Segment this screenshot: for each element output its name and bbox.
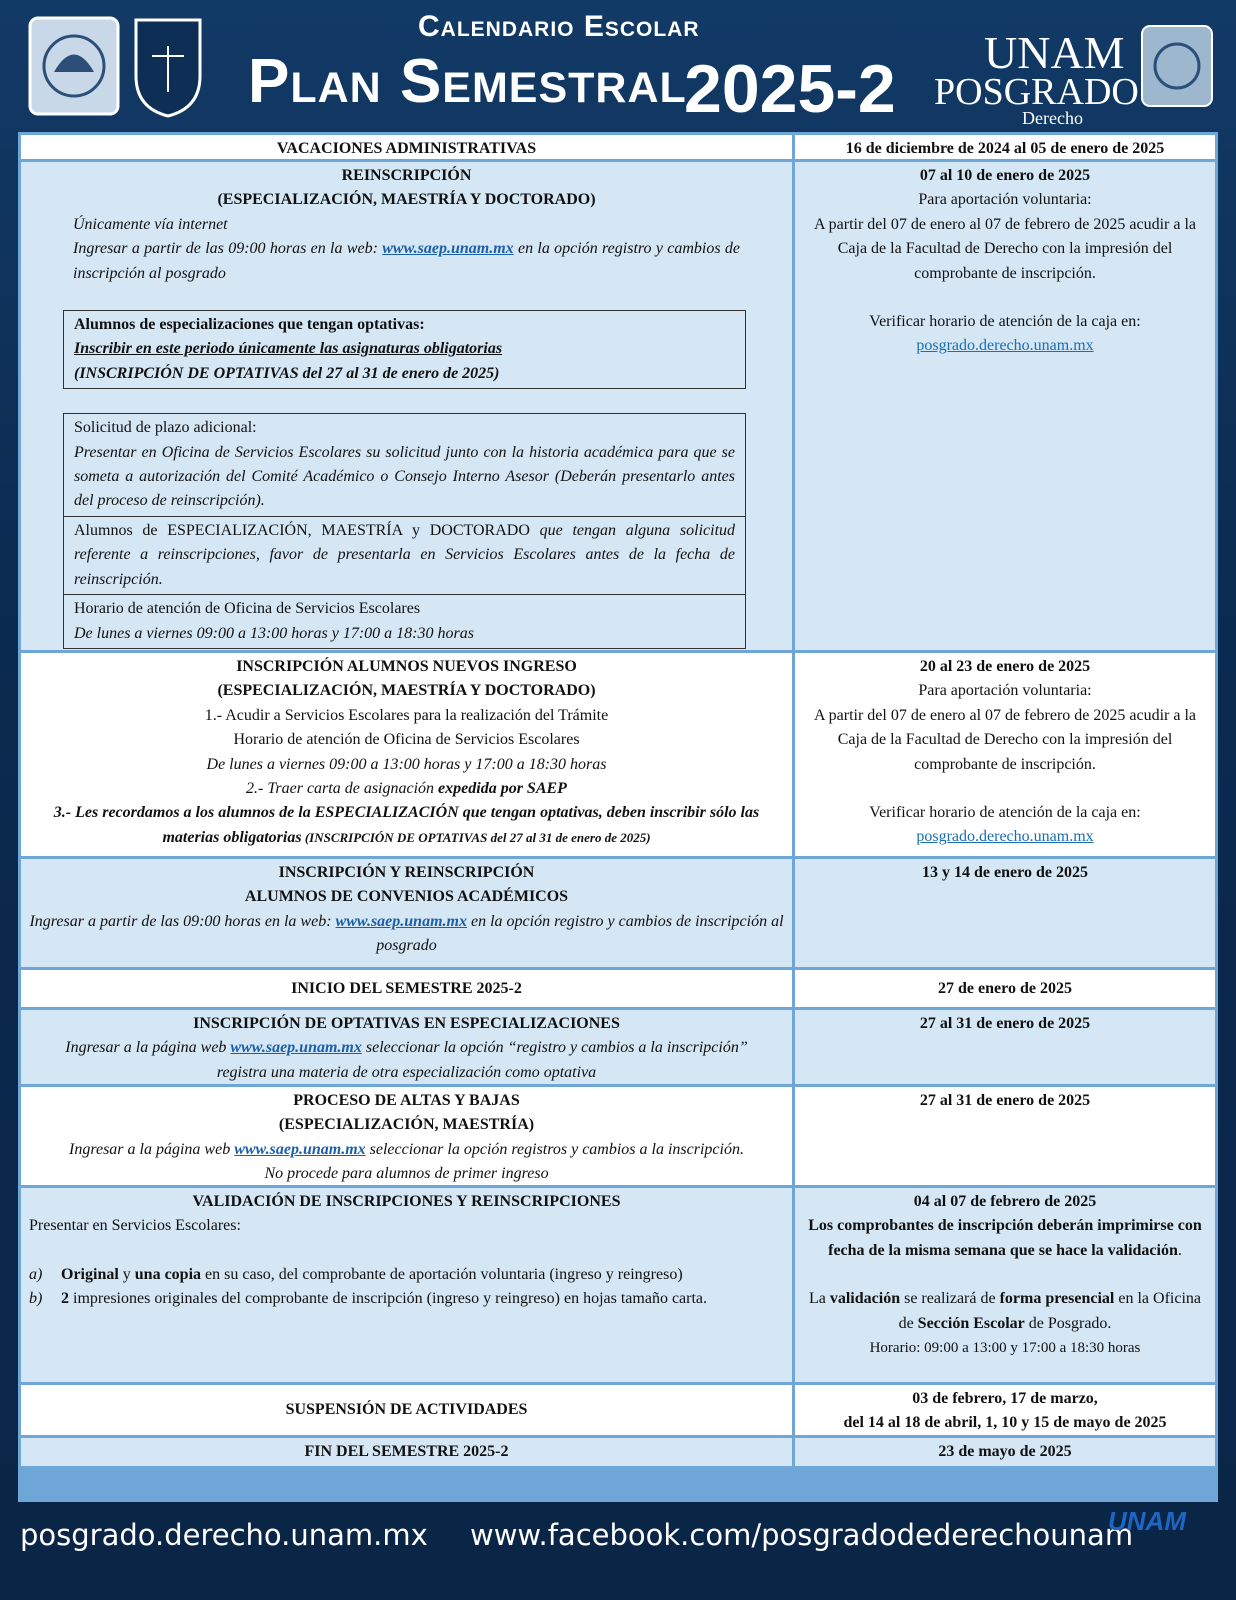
unam-seal-icon	[24, 12, 124, 120]
posgrado-link[interactable]: posgrado.derecho.unam.mx	[916, 828, 1094, 846]
footer-facebook-link[interactable]: www.facebook.com/posgradodederechounam	[470, 1518, 1134, 1552]
saep-link[interactable]: www.saep.unam.mx	[382, 240, 514, 258]
row-vacaciones: VACACIONES ADMINISTRATIVAS 16 de diciembre de 2024 al 05 de enero de 2025	[21, 135, 1215, 159]
row-suspension: SUSPENSIÓN DE ACTIVIDADES 03 de febrero, 17 de marzo, del 14 al 18 de abril, 1, 10 y 15 de mayo de 2025	[21, 1385, 1215, 1435]
box-horario: Horario de atención de Oficina de Servicios Escolares De lunes a viernes 09:00 a 13:00 horas y 17:00 a 18:30 horas	[63, 595, 746, 649]
box-solicitudes: Alumnos de ESPECIALIZACIÓN, MAESTRÍA y DOCTORADO que tengan alguna solicitud referente a reinscripciones, favor de presentarla en Servicios Escolares antes de la fecha de reinscripción.	[63, 517, 746, 595]
unam-footer-logo: UNAM	[1108, 1506, 1186, 1536]
box-plazo-adicional: Solicitud de plazo adicional: Presentar en Oficina de Servicios Escolares su solicitud junto con la historia académica para que se someta a autorización del Comité Académico o Consejo Interno Asesor (Deberán presentarlo antes del proceso de reinscripción).	[63, 413, 746, 517]
row-nuevos-ingreso: INSCRIPCIÓN ALUMNOS NUEVOS INGRESO (ESPECIALIZACIÓN, MAESTRÍA Y DOCTORADO) 1.- Acudir a Servicios Escolares para la realización del Trámite Horario de atención de Oficina de Servicios Escolares De lunes a viernes 09:00 a 13:00 horas y 17:00 a 18:30 horas 2.- Traer carta de asignación expedida por SAEP 3.- Les recordamos a los alumnos de la ESPECIALIZACIÓN que tengan optativas, deben inscribir sólo las materias obligatorias (INSCRIPCIÓN DE OPTATIVAS del 27 al 31 de enero de 2025) 20 al 23 de enero de 2025 Para aportación voluntaria: A partir del 07 de enero al 07 de febrero de 2025 acudir a la Caja de la Facultad de Derecho con la impresión del comprobante de inscripción. Verificar horario de atención de la caja en: posgrado.derecho.unam.mx	[21, 653, 1215, 856]
title-big: Plan Semestral	[248, 47, 687, 116]
facultad-derecho-shield-icon	[130, 12, 206, 120]
row-validacion: VALIDACIÓN DE INSCRIPCIONES Y REINSCRIPCIONES Presentar en Servicios Escolares: a) Original y una copia en su caso, del comprobante de aportación voluntaria (ingreso y reingreso) b) 2 impresiones originales del comprobante de inscripción (ingreso y reingreso) en hojas tamaño carta. 04 al 07 de febrero de 2025 Los comprobantes de inscripción deberán imprimirse con fecha de la misma semana que se hace la validación. La validación se realizará de forma presencial en la Oficina de Sección Escolar de Posgrado. Horario: 09:00 a 13:00 y 17:00 a 18:30 horas	[21, 1188, 1215, 1382]
row-convenios: INSCRIPCIÓN Y REINSCRIPCIÓN ALUMNOS DE CONVENIOS ACADÉMICOS Ingresar a partir de las 09:00 horas en la web: www.saep.unam.mx en la opción registro y cambios de inscripción al posgrado 13 y 14 de enero de 2025	[21, 859, 1215, 967]
posgrado-link[interactable]: posgrado.derecho.unam.mx	[916, 337, 1094, 355]
saep-link[interactable]: www.saep.unam.mx	[230, 1039, 362, 1057]
calendar-table	[18, 132, 1218, 1502]
box-optativas: Alumnos de especializaciones que tengan optativas: Inscribir en este periodo únicamente las asignaturas obligatorias (INSCRIPCIÓN DE OPTATIVAS del 27 al 31 de enero de 2025)	[63, 310, 746, 389]
row-inicio: INICIO DEL SEMESTRE 2025-2 27 de enero de 2025	[21, 970, 1215, 1007]
row-optativas: INSCRIPCIÓN DE OPTATIVAS EN ESPECIALIZACIONES Ingresar a la página web www.saep.unam.mx seleccionar la opción “registro y cambios a la inscripción” registra una materia de otra especialización como optativa 27 al 31 de enero de 2025	[21, 1010, 1215, 1084]
row-reinscripcion: REINSCRIPCIÓN (ESPECIALIZACIÓN, MAESTRÍA Y DOCTORADO) Únicamente vía internet Ingresar a partir de las 09:00 horas en la web: www.saep.unam.mx en la opción registro y cambios de inscripción al posgrado Alumnos de especializaciones que tengan optativas: Inscribir en este periodo únicamente las asignaturas obligatorias (INSCRIPCIÓN DE OPTATIVAS del 27 al 31 de enero de 2025) Solicitud de plazo adicional: Presentar en Oficina de Servicios Escolares su solicitud junto con la historia académica para que se someta a autorización del Comité Académico o Consejo Interno Asesor (Deberán presentarlo antes del proceso de reinscripción). Alumnos de ESPECIALIZACIÓN, MAESTRÍA y DOCTORADO que tengan alguna solicitud referente a reinscripciones, favor de presentarla en Servicios Escolares antes de la fecha de reinscripción. Horario de atención de Oficina de Servicios Escolares De lunes a viernes 09:00 a 13:00 horas y 17:00 a 18:30 horas 07 al 10 de enero de 2025 Para aportación voluntaria: A partir del 07 de enero al 07 de febrero de 2025 acudir a la Caja de la Facultad de Derecho con la impresión del comprobante de inscripción. Verificar horario de atención de la caja en: posgrado.derecho.unam.mx	[21, 162, 1215, 650]
row-altas-bajas: PROCESO DE ALTAS Y BAJAS (ESPECIALIZACIÓN, MAESTRÍA) Ingresar a la página web www.saep.unam.mx seleccionar la opción registros y cambios a la inscripción. No procede para alumnos de primer ingreso 27 al 31 de enero de 2025	[21, 1087, 1215, 1185]
saep-link[interactable]: www.saep.unam.mx	[335, 912, 467, 930]
saep-link[interactable]: www.saep.unam.mx	[234, 1140, 366, 1158]
posgrado-logo: UNAM POSGRADO Derecho	[934, 27, 1139, 128]
footer-website-link[interactable]: posgrado.derecho.unam.mx	[20, 1518, 428, 1552]
unam-seal-right-icon	[1138, 12, 1216, 120]
header	[0, 0, 1236, 128]
title-year: 2025-2	[684, 51, 896, 127]
title-small: Calendario Escolar	[418, 10, 700, 43]
row-fin: FIN DEL SEMESTRE 2025-2 23 de mayo de 2025	[21, 1438, 1215, 1466]
